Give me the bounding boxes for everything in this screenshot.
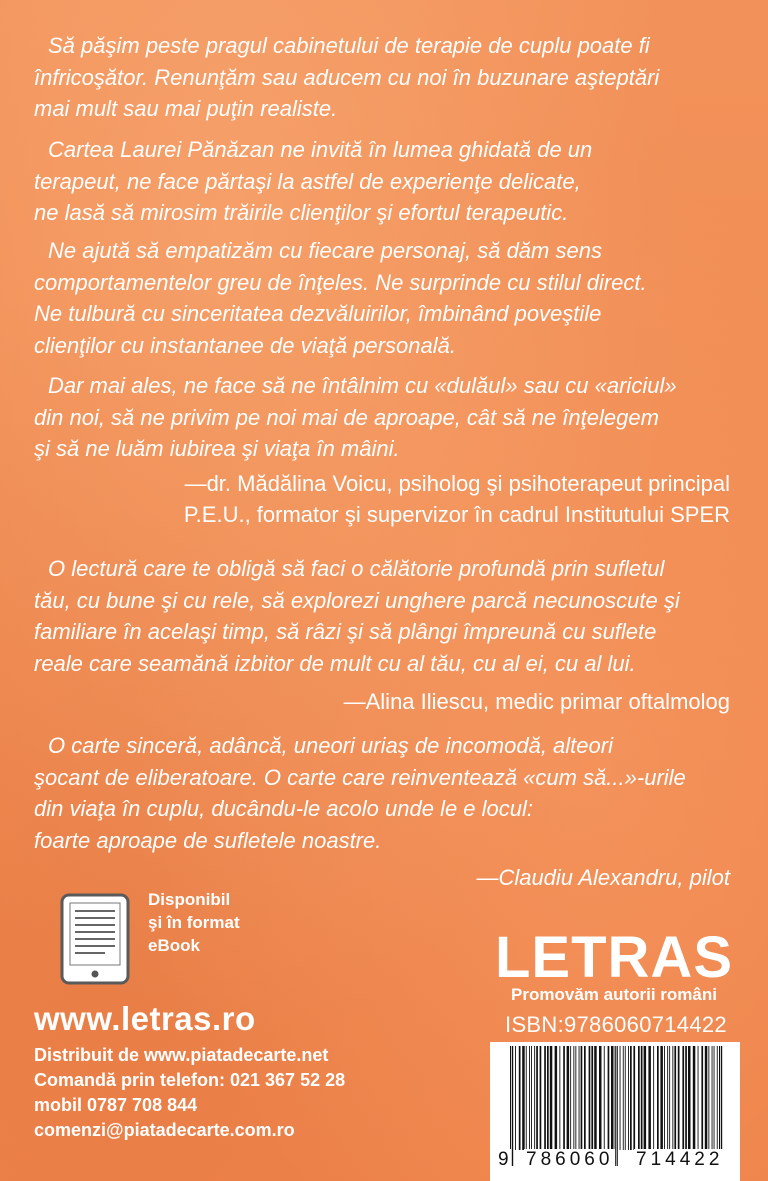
quote-1-paragraph-4: Dar mai ales, ne face să ne întâlnim cu «dulăul» sau cu «ariciul» din noi, să ne privim pe noi mai de aproape, cât să ne înţelegem şi să ne luăm iubirea şi viaţa în mâini. — [34, 373, 677, 461]
barcode-digits — [490, 1149, 740, 1179]
contact-line-phone: Comandă prin telefon: 021 367 52 28 — [34, 1070, 346, 1090]
ebook-availability-text: Disponibil şi în format eBook — [148, 890, 240, 955]
ebook-reader-icon — [60, 893, 130, 985]
quote-1-attribution: —dr. Mădălina Voicu, psiholog şi psihoterapeut principal P.E.U., formator şi supervizor în cadrul Institutului SPER — [183, 471, 730, 527]
quote-3-paragraph-1: O carte sinceră, adâncă, uneori uriaş de incomodă, alteori şocant de eliberatoare. O carte care reinventează «cum să...»-urile din viaţa în cuplu, ducându-le acolo unde le e locul: foarte aproape de sufletele noastre. — [34, 733, 686, 853]
quote-1-paragraph-3: Ne ajută să empatizăm cu fiecare personaj, să dăm sens comportamentelor greu de înţeles. Ne surprinde cu stilul direct. Ne tulbură cu sinceritatea dezvăluirilor, îmbinând poveştile clienţilor cu instantanee de viaţă personală. — [34, 238, 647, 358]
isbn-label: ISBN:9786060714422 — [505, 1012, 727, 1037]
contact-line-distributor: Distribuit de www.piatadecarte.net — [34, 1045, 329, 1065]
contact-line-mobile: mobil 0787 708 844 — [34, 1095, 198, 1115]
quote-1-paragraph-2: Cartea Laurei Pănăzan ne invită în lumea ghidată de un terapeut, ne face părtaşi la astfel de experienţe delicate, ne lasă să mirosim trăirile clienţilor şi efortul terapeutic. — [34, 137, 593, 225]
quote-2-attribution: —Alina Iliescu, medic primar oftalmolog — [343, 689, 730, 714]
publisher-slogan: Promovăm autorii români — [511, 985, 717, 1004]
contact-line-email: comenzi@piatadecarte.com.ro — [34, 1120, 295, 1140]
publisher-logo-text: LETRAS — [495, 925, 733, 990]
quote-2-paragraph-1: O lectură care te obligă să faci o călătorie profundă prin sufletul tău, cu bune şi cu rele, să explorezi unghere parcă necunoscute şi familiare în acelaşi timp, să râzi şi să plângi împreună cu suflete reale care seamănă izbitor de mult cu al tău, cu al ei, cu al lui. — [34, 556, 680, 676]
distribution-contact — [34, 1043, 345, 1143]
barcode-digits-left: 786060 — [526, 1149, 614, 1170]
isbn-barcode — [490, 1042, 740, 1181]
barcode-digit-prefix: 9 — [498, 1149, 509, 1170]
publisher-website: www.letras.ro — [34, 1000, 256, 1037]
barcode-digits-right: 714422 — [636, 1149, 724, 1170]
quote-3-attribution: —Claudiu Alexandru, pilot — [476, 865, 730, 890]
quote-1-paragraph-1: Să păşim peste pragul cabinetului de terapie de cuplu poate fi înfricoşător. Renunţăm sau aducem cu noi în buzunare aşteptări mai mult sau mai puţin realiste. — [34, 33, 660, 121]
